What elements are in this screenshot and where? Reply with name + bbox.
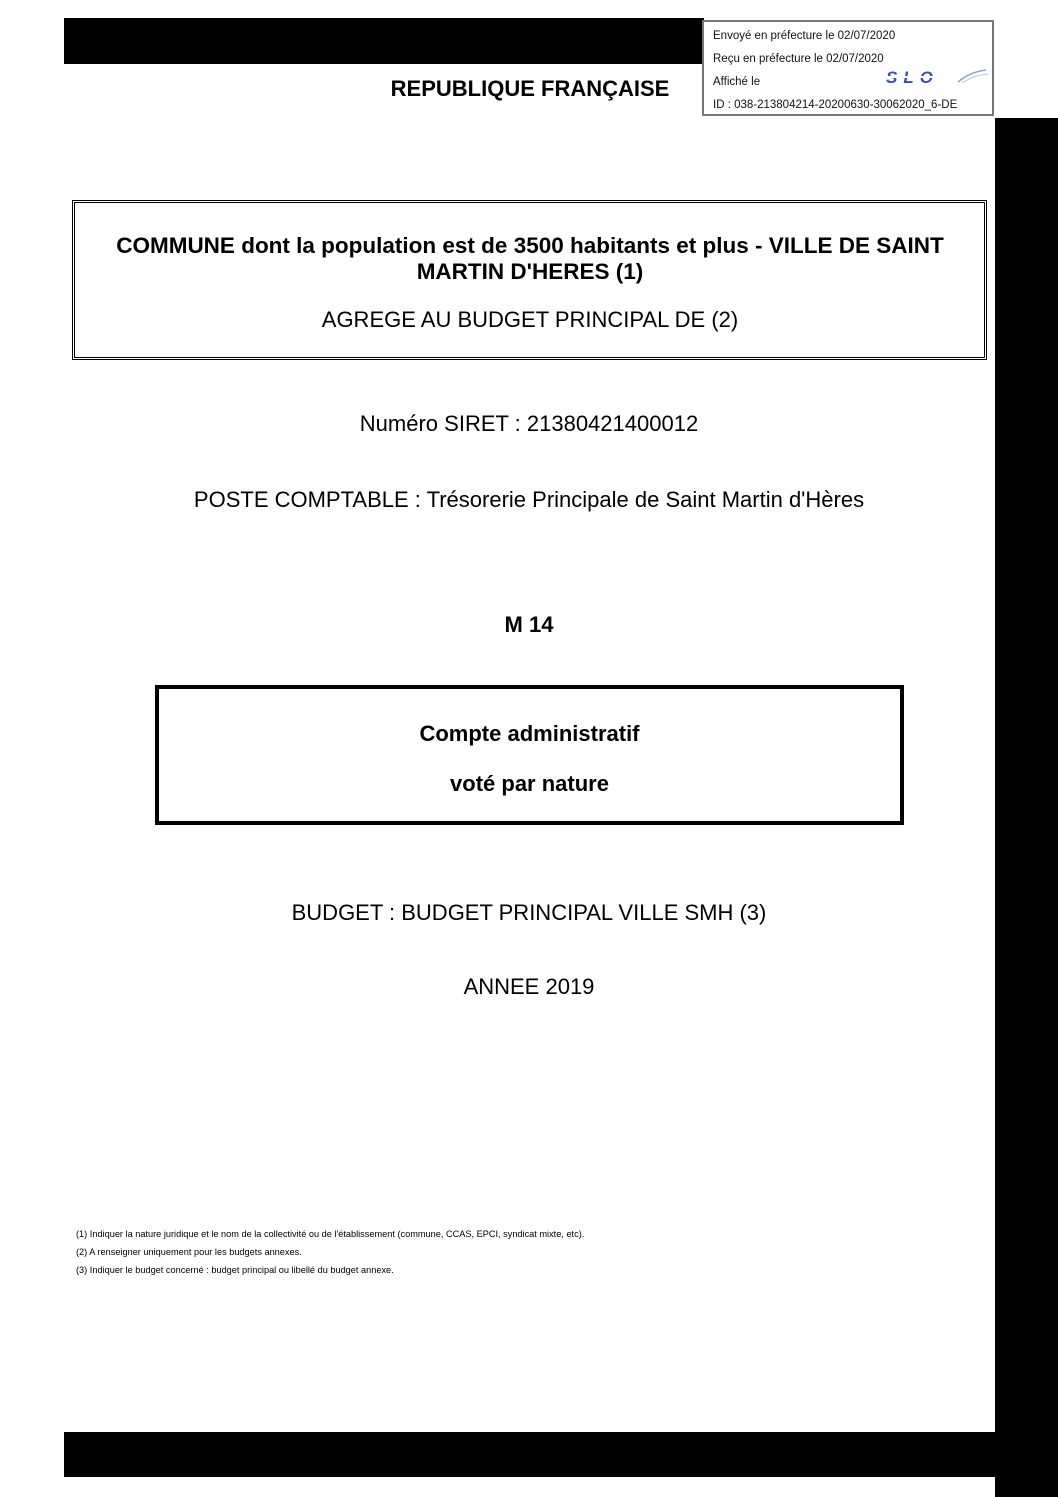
- budget-label: BUDGET : BUDGET PRINCIPAL VILLE SMH (3): [291, 900, 767, 925]
- nomenclature-label: M 14: [504, 612, 554, 637]
- compte-title: Compte administratif: [419, 721, 640, 746]
- commune-title: COMMUNE dont la population est de 3500 habitants et plus - VILLE DE SAINT MARTIN D'HERES (1): [116, 233, 944, 284]
- republique-heading: REPUBLIQUE FRANÇAISE: [390, 76, 670, 101]
- compte-administratif-box: [155, 685, 904, 825]
- slo-logo-text: SLO: [886, 68, 939, 87]
- slo-logo-icon: [882, 66, 990, 88]
- top-black-bar: [64, 18, 704, 64]
- annee-label: ANNEE 2019: [463, 974, 595, 999]
- stamp-id: ID : 038-213804214-20200630-30062020_6-DE: [713, 99, 958, 111]
- agrege-text: AGREGE AU BUDGET PRINCIPAL DE (2): [321, 307, 739, 332]
- stamp-recu: Reçu en préfecture le 02/07/2020: [713, 53, 884, 65]
- footnotes: [76, 1225, 584, 1279]
- commune-box: [72, 200, 987, 360]
- right-black-bar: [995, 118, 1058, 1497]
- poste-comptable: POSTE COMPTABLE : Trésorerie Principale de Saint Martin d'Hères: [193, 487, 865, 512]
- footnote: (1) Indiquer la nature juridique et le nom de la collectivité ou de l'établissement (commune, CCAS, EPCI, syndicat mixte, etc).: [76, 1229, 585, 1239]
- stamp-affiche: Affiché le: [713, 76, 761, 88]
- siret-number: Numéro SIRET : 21380421400012: [359, 411, 699, 436]
- footnote: (3) Indiquer le budget concerné : budget principal ou libellé du budget annexe.: [76, 1265, 394, 1275]
- compte-subtitle: voté par nature: [450, 771, 609, 796]
- bottom-black-bar: [64, 1432, 995, 1477]
- footnote: (2) A renseigner uniquement pour les budgets annexes.: [76, 1247, 302, 1257]
- stamp-envoye: Envoyé en préfecture le 02/07/2020: [713, 30, 896, 42]
